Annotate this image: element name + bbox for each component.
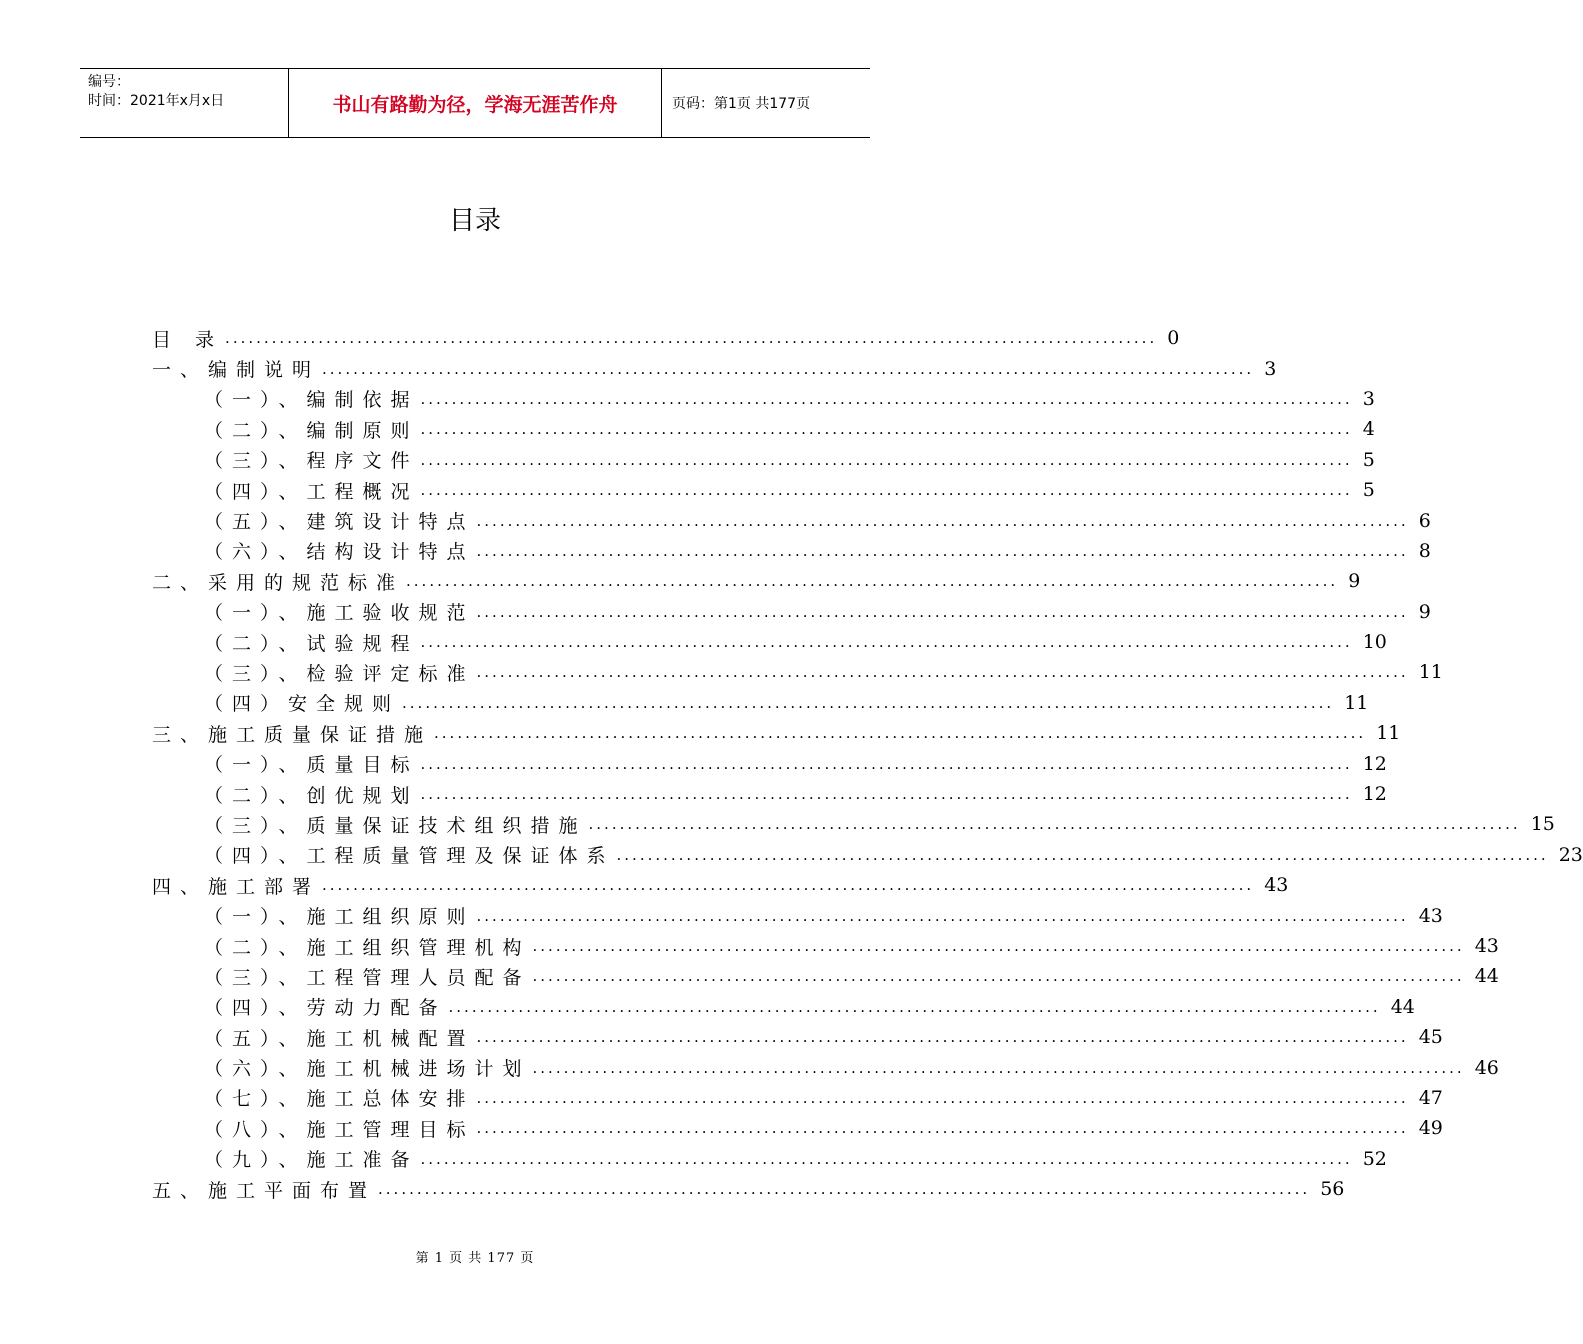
toc-entry-label: （五）、施工机械配置 — [204, 1024, 477, 1051]
toc-entry-label: （二）、编制原则 — [204, 416, 421, 443]
toc-entry-page: 44 — [1474, 965, 1499, 988]
toc-entry[interactable] — [152, 1022, 1443, 1052]
toc-entry[interactable] — [152, 688, 1369, 718]
toc-dot-leader: ........................................................................................................................ — [476, 511, 1409, 530]
toc-dot-leader: ........................................................................................................................ — [322, 359, 1255, 378]
toc-entry[interactable] — [152, 992, 1415, 1022]
toc-entry-label: （三）、检验评定标准 — [204, 659, 477, 686]
toc-entry-page: 9 — [1418, 600, 1431, 623]
toc-dot-leader: ........................................................................................................................ — [322, 876, 1255, 895]
toc-dot-leader: ........................................................................................................................ — [420, 481, 1353, 500]
toc-entry-page: 12 — [1362, 752, 1387, 775]
toc-dot-leader: ........................................................................................................................ — [420, 389, 1353, 408]
toc-entry-label: 四、施工部署 — [152, 872, 322, 899]
toc-entry-page: 43 — [1418, 904, 1443, 927]
toc-entry-label: （二）、创优规划 — [204, 781, 421, 808]
toc-entry-page: 9 — [1348, 570, 1361, 593]
toc-entry[interactable] — [152, 748, 1387, 778]
toc-entry-page: 11 — [1376, 722, 1401, 745]
toc-entry[interactable] — [152, 1113, 1443, 1143]
toc-entry[interactable] — [152, 900, 1443, 930]
toc-entry[interactable] — [152, 809, 1555, 839]
header-meta — [80, 69, 288, 137]
toc-dot-leader: ........................................................................................................................ — [420, 633, 1353, 652]
toc-entry-page: 44 — [1390, 995, 1415, 1018]
toc-entry-page: 47 — [1418, 1086, 1443, 1109]
toc-dot-leader: ........................................................................................................................ — [476, 1028, 1409, 1047]
toc-entry-label: 三、施工质量保证措施 — [152, 720, 434, 747]
toc-entry-page: 12 — [1362, 783, 1387, 806]
toc-entry[interactable] — [152, 323, 1180, 353]
toc-entry-page: 49 — [1418, 1117, 1443, 1140]
toc-entry-label: （一）、质量目标 — [204, 750, 421, 777]
toc-entry-page: 3 — [1362, 387, 1375, 410]
toc-dot-leader: ........................................................................................................................ — [406, 572, 1339, 591]
toc-entry-page: 45 — [1418, 1026, 1443, 1049]
toc-entry-page: 10 — [1362, 631, 1387, 654]
toc-entry-label: （一）、编制依据 — [204, 385, 421, 412]
toc-entry-label: （五）、建筑设计特点 — [204, 507, 477, 534]
toc-entry[interactable] — [152, 1083, 1443, 1113]
toc-entry[interactable] — [152, 597, 1431, 627]
page-title: 目录 — [448, 206, 501, 236]
number-label: 编号： — [88, 74, 130, 90]
toc-entry[interactable] — [152, 445, 1375, 475]
table-of-contents — [152, 323, 1583, 1204]
toc-entry-page: 0 — [1167, 327, 1180, 350]
toc-dot-leader: ........................................................................................................................ — [588, 815, 1521, 834]
toc-entry-label: （一）、施工组织原则 — [204, 902, 477, 929]
toc-entry-label: 二、采用的规范标准 — [152, 568, 406, 595]
toc-entry[interactable] — [152, 566, 1361, 596]
toc-entry[interactable] — [152, 1144, 1387, 1174]
toc-entry-label: （二）、施工组织管理机构 — [204, 933, 533, 960]
toc-entry-page: 3 — [1264, 357, 1277, 380]
toc-entry-label: 五、施工平面布置 — [152, 1176, 378, 1203]
toc-entry-page: 15 — [1530, 813, 1555, 836]
toc-entry-label: （六）、施工机械进场计划 — [204, 1054, 533, 1081]
toc-dot-leader: ........................................................................................................................ — [476, 602, 1409, 621]
toc-entry[interactable] — [152, 870, 1289, 900]
toc-entry-label: （九）、施工准备 — [204, 1145, 421, 1172]
toc-entry[interactable] — [152, 475, 1375, 505]
toc-entry-page: 8 — [1418, 539, 1431, 562]
toc-entry[interactable] — [152, 931, 1499, 961]
toc-dot-leader: ........................................................................................................................ — [476, 663, 1409, 682]
toc-entry-label: （四）、工程概况 — [204, 477, 421, 504]
toc-entry-page: 5 — [1362, 479, 1375, 502]
toc-entry-page: 11 — [1344, 691, 1369, 714]
toc-dot-leader: ........................................................................................................................ — [420, 420, 1353, 439]
toc-entry-label: （三）、工程管理人员配备 — [204, 963, 533, 990]
header-page-info: 页码：第1页 共177页 — [672, 96, 811, 112]
toc-entry-label: 目 录 — [152, 325, 225, 352]
toc-dot-leader: ........................................................................................................................ — [532, 937, 1465, 955]
toc-dot-leader: ........................................................................................................................ — [420, 450, 1353, 469]
toc-entry[interactable] — [152, 1052, 1499, 1082]
toc-entry-page: 56 — [1320, 1178, 1345, 1201]
toc-entry[interactable] — [152, 961, 1499, 991]
toc-entry[interactable] — [152, 840, 1583, 870]
toc-dot-leader: ........................................................................................................................ — [225, 329, 1158, 348]
toc-dot-leader: ........................................................................................................................ — [420, 754, 1353, 773]
time-label: 时间：2021年x月x日 — [88, 93, 225, 109]
toc-dot-leader: ........................................................................................................................ — [402, 693, 1335, 712]
toc-dot-leader: ........................................................................................................................ — [448, 997, 1381, 1016]
toc-dot-leader: ........................................................................................................................ — [378, 1180, 1311, 1199]
toc-entry-page: 43 — [1264, 874, 1289, 897]
toc-entry[interactable] — [152, 353, 1277, 383]
toc-dot-leader: ........................................................................................................................ — [476, 1119, 1409, 1138]
toc-entry-label: （四）、工程质量管理及保证体系 — [204, 841, 617, 868]
page-footer: 第 1 页 共 177 页 — [415, 1251, 535, 1266]
toc-entry-label: （一）、施工验收规范 — [204, 598, 477, 625]
toc-entry-page: 23 — [1558, 843, 1583, 866]
toc-entry-label: （三）、程序文件 — [204, 446, 421, 473]
toc-dot-leader: ........................................................................................................................ — [616, 845, 1549, 864]
toc-entry-label: （八）、施工管理目标 — [204, 1115, 477, 1142]
toc-dot-leader: ........................................................................................................................ — [476, 1088, 1409, 1107]
toc-entry[interactable] — [152, 779, 1387, 809]
toc-entry-label: （三）、质量保证技术组织措施 — [204, 811, 589, 838]
toc-entry-page: 52 — [1362, 1147, 1387, 1170]
toc-entry-page: 11 — [1418, 661, 1443, 684]
toc-entry-page: 5 — [1362, 448, 1375, 471]
toc-entry-label: （七）、施工总体安排 — [204, 1084, 477, 1111]
toc-entry-label: （四）安全规则 — [204, 689, 402, 716]
toc-dot-leader: ........................................................................................................................ — [532, 967, 1465, 986]
toc-dot-leader: ........................................................................................................................ — [476, 906, 1409, 925]
toc-entry[interactable] — [152, 414, 1375, 444]
toc-entry-page: 46 — [1474, 1056, 1499, 1079]
toc-dot-leader: ........................................................................................................................ — [532, 1058, 1465, 1077]
toc-entry-page: 6 — [1418, 509, 1431, 532]
toc-entry-page: 4 — [1362, 418, 1375, 441]
toc-entry[interactable] — [152, 657, 1443, 687]
toc-entry[interactable] — [152, 505, 1431, 535]
toc-entry-label: （四）、劳动力配备 — [204, 993, 449, 1020]
toc-entry-label: （二）、试验规程 — [204, 629, 421, 656]
toc-dot-leader: ........................................................................................................................ — [420, 785, 1353, 804]
toc-entry[interactable] — [152, 718, 1401, 748]
toc-entry[interactable] — [152, 536, 1431, 566]
toc-entry-page: 43 — [1474, 935, 1499, 957]
toc-dot-leader: ........................................................................................................................ — [434, 724, 1367, 743]
toc-entry[interactable] — [152, 1174, 1345, 1204]
header-motto: 书山有路勤为径，学海无涯苦作舟 — [288, 69, 662, 137]
toc-entry-label: 一、编制说明 — [152, 355, 322, 382]
toc-dot-leader: ........................................................................................................................ — [420, 1149, 1353, 1168]
page-header — [80, 68, 870, 138]
toc-dot-leader: ........................................................................................................................ — [476, 541, 1409, 560]
toc-entry[interactable] — [152, 384, 1375, 414]
toc-entry-label: （六）、结构设计特点 — [204, 537, 477, 564]
toc-entry[interactable] — [152, 627, 1387, 657]
